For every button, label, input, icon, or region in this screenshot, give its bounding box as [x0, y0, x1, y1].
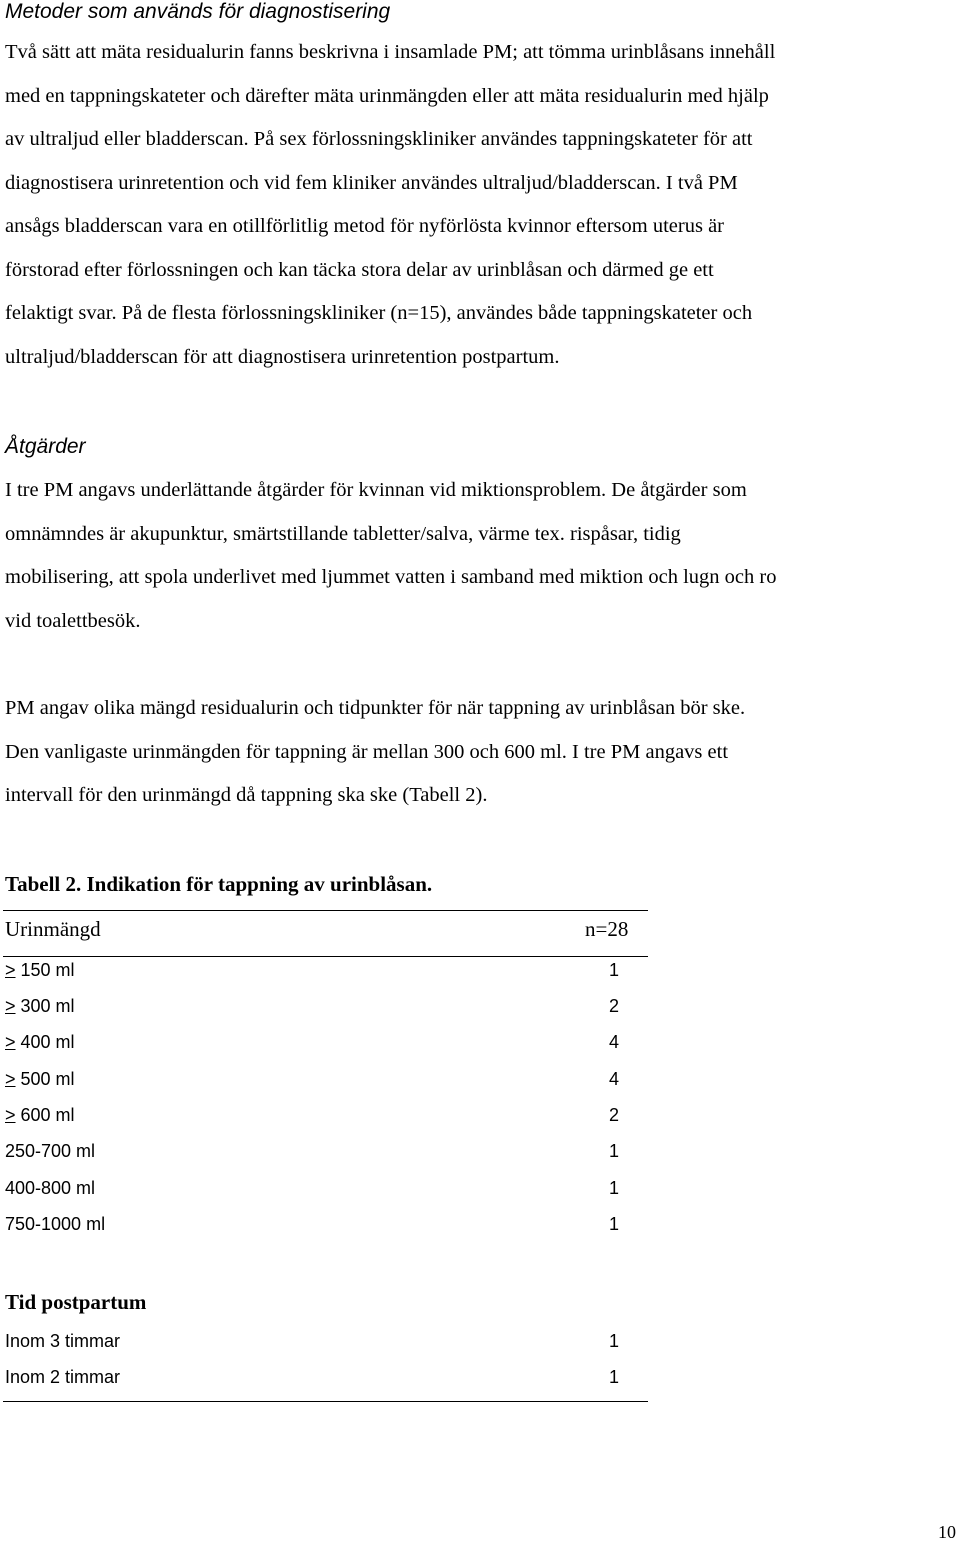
table-header-n: n=28: [585, 917, 629, 941]
row-label: Inom 3 timmar: [5, 1331, 121, 1351]
table-row: [5, 993, 645, 1019]
row-value: 4: [609, 1032, 620, 1052]
text-line: diagnostisera urinretention och vid fem kliniker användes ultraljud/bladderscan. I två PM: [5, 171, 738, 194]
table-row: [5, 1175, 645, 1201]
row-value: 1: [609, 1141, 620, 1161]
table-row: [5, 957, 645, 983]
table-bottom-rule: [3, 1401, 648, 1402]
row-value: 1: [609, 1367, 620, 1387]
text-line: intervall för den urinmängd då tappning ska ske (Tabell 2).: [5, 784, 488, 806]
row-label: > 300 ml: [5, 996, 75, 1016]
text-line: omnämndes är akupunktur, smärtstillande tabletter/salva, värme tex. rispåsar, tidig: [5, 522, 681, 545]
text-line: mobilisering, att spola underlivet med ljummet vatten i samband med miktion och lugn och ro: [5, 566, 777, 588]
row-value: 2: [609, 996, 620, 1016]
text-line: med en tappningskateter och därefter mäta urinmängden eller att mäta residualurin med hjälp: [5, 84, 769, 107]
table-row: [5, 1138, 645, 1164]
text-line: ultraljud/bladderscan för att diagnostisera urinretention postpartum.: [5, 345, 560, 368]
row-label: > 400 ml: [5, 1032, 75, 1052]
table-caption: Tabell 2. Indikation för tappning av urinblåsan.: [5, 872, 433, 896]
page-number: 10: [938, 1522, 956, 1542]
paragraph-methods: [5, 31, 960, 379]
table-subheading-time: Tid postpartum: [5, 1290, 147, 1314]
table-top-rule: [3, 910, 648, 911]
text-line: I tre PM angavs underlättande åtgärder för kvinnan vid miktionsproblem. De åtgärder som: [5, 479, 747, 501]
table-row: [5, 1364, 645, 1390]
row-label: > 150 ml: [5, 960, 75, 980]
row-value: 2: [609, 1105, 620, 1125]
row-label: > 500 ml: [5, 1069, 75, 1089]
row-value: 1: [609, 1178, 620, 1198]
table-row: [5, 1102, 645, 1128]
table-row: [5, 1211, 645, 1237]
paragraph-actions: [5, 469, 960, 643]
text-line: Två sätt att mäta residualurin fanns beskrivna i insamlade PM; att tömma urinblåsans innehåll: [5, 41, 776, 63]
row-label: 750-1000 ml: [5, 1214, 106, 1234]
row-label: 400-800 ml: [5, 1178, 96, 1198]
text-line: förstorad efter förlossningen och kan täcka stora delar av urinblåsan och därmed ge ett: [5, 258, 714, 281]
row-value: 1: [609, 1331, 620, 1351]
row-value: 1: [609, 960, 620, 980]
table-row: [5, 1328, 645, 1354]
text-line: PM angav olika mängd residualurin och tidpunkter för när tappning av urinblåsan bör ske.: [5, 697, 746, 719]
row-value: 4: [609, 1069, 620, 1089]
text-line: felaktigt svar. På de flesta förlossningskliniker (n=15), användes både tappningskateter och: [5, 302, 753, 324]
text-line: av ultraljud eller bladderscan. På sex förlossningskliniker användes tappningskateter för att: [5, 128, 753, 150]
text-line: ansågs bladderscan vara en otillförlitlig metod för nyförlösta kvinnor eftersom uterus är: [5, 215, 724, 237]
paragraph-residual-urine: [5, 687, 960, 818]
row-label: > 600 ml: [5, 1105, 75, 1125]
row-label: Inom 2 timmar: [5, 1367, 121, 1387]
table-header-amount: Urinmängd: [5, 917, 101, 941]
row-label: 250-700 ml: [5, 1141, 96, 1161]
table-row: [5, 1066, 645, 1092]
section-heading-methods: Metoder som används för diagnostisering: [5, 0, 391, 23]
text-line: vid toalettbesök.: [5, 609, 141, 632]
table-row: [5, 1029, 645, 1055]
text-line: Den vanligaste urinmängden för tappning är mellan 300 och 600 ml. I tre PM angavs ett: [5, 740, 729, 763]
section-heading-actions: Åtgärder: [5, 435, 86, 458]
row-value: 1: [609, 1214, 620, 1234]
